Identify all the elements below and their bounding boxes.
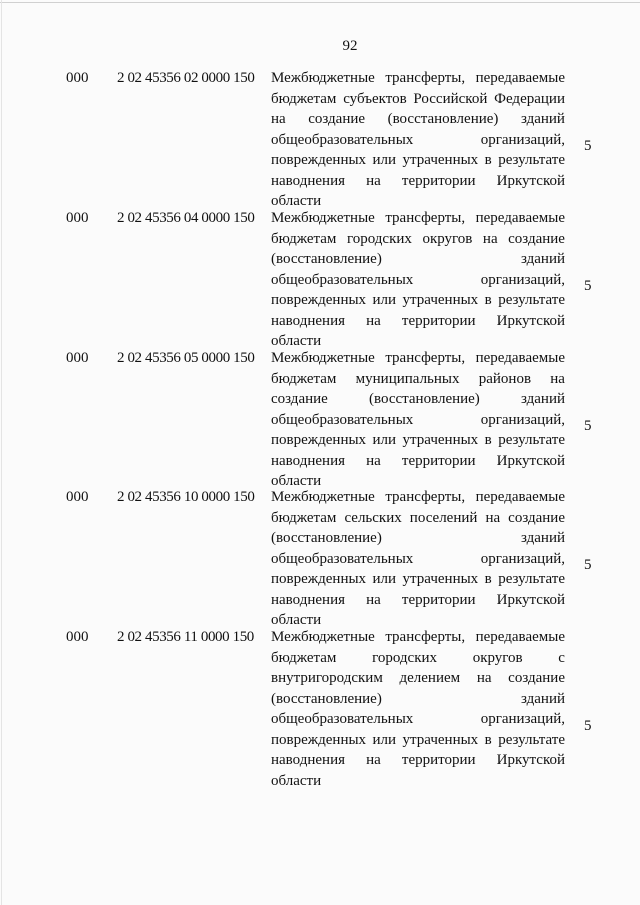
top-border-line — [0, 2, 640, 3]
description-word: в — [484, 292, 492, 308]
budget-classification-code: 2 02 45356 02 0000 150 — [117, 70, 255, 86]
description-word: Федерации — [494, 90, 565, 107]
description-word: на — [366, 172, 381, 189]
description-word: Российской — [413, 90, 488, 107]
description-word: Иркутской — [496, 172, 565, 189]
description-word: общеобразовательных — [271, 711, 414, 727]
income-description — [271, 348, 565, 492]
description-word: зданий — [520, 251, 565, 267]
description-line — [271, 487, 565, 508]
description-line — [271, 709, 565, 730]
description-line — [271, 528, 565, 549]
description-word: создание — [508, 230, 565, 247]
description-word: трансферты, — [385, 350, 466, 366]
description-word: передаваемые — [475, 210, 565, 226]
description-line — [271, 150, 565, 171]
description-word: общеобразовательных — [271, 411, 414, 428]
description-line — [271, 389, 565, 410]
description-line — [271, 290, 565, 311]
description-line — [271, 430, 565, 451]
description-word: бюджетам — [271, 90, 337, 107]
description-word: территории — [401, 172, 476, 189]
description-word: зданий — [520, 690, 565, 707]
description-word: организаций, — [480, 131, 565, 148]
description-line — [271, 590, 565, 611]
description-word: наводнения — [271, 172, 346, 189]
description-word: поселений — [409, 509, 478, 526]
description-line — [271, 508, 565, 529]
description-word: передаваемые — [475, 350, 565, 366]
description-word: организаций, — [480, 271, 565, 288]
description-word: на — [482, 230, 498, 247]
description-word: Иркутской — [496, 452, 565, 469]
admin-code: 000 — [66, 489, 89, 505]
description-word: (восстановление) — [271, 251, 382, 267]
description-word: области — [271, 772, 322, 789]
description-line — [271, 249, 565, 270]
budget-classification-code: 2 02 45356 10 0000 150 — [117, 489, 255, 505]
description-line — [271, 68, 565, 89]
description-word: или — [372, 571, 397, 587]
description-word: в — [484, 731, 492, 748]
budget-classification-code: 2 02 45356 05 0000 150 — [117, 350, 255, 366]
description-word: сельских — [344, 509, 402, 526]
description-word: утраченных — [402, 571, 479, 587]
description-word: городских — [346, 230, 412, 247]
description-word: результате — [498, 432, 565, 448]
description-word: наводнения — [271, 591, 346, 608]
description-word: бюджетам — [271, 509, 337, 526]
description-line — [271, 208, 565, 229]
description-word: на — [366, 452, 381, 469]
description-word: области — [271, 473, 322, 489]
description-line — [271, 311, 565, 332]
description-line — [271, 410, 565, 431]
description-word: внутригородским — [271, 670, 383, 686]
description-word: на — [366, 312, 381, 329]
amount-value: 5 — [584, 278, 592, 294]
income-description — [271, 68, 565, 212]
income-description — [271, 627, 565, 791]
income-description — [271, 208, 565, 352]
description-line — [271, 668, 565, 689]
amount-value: 5 — [584, 557, 592, 573]
description-word: субъектов — [343, 90, 407, 107]
description-line — [271, 130, 565, 151]
description-word: на — [485, 509, 501, 526]
description-word: области — [271, 193, 322, 209]
page-number: 92 — [342, 38, 358, 54]
description-word: поврежденных — [271, 432, 367, 448]
description-word: в — [484, 152, 492, 168]
description-word: поврежденных — [271, 731, 367, 748]
description-word: трансферты, — [385, 489, 466, 505]
description-word: результате — [498, 731, 565, 748]
description-line — [271, 750, 565, 771]
description-word: или — [372, 292, 397, 308]
description-word: зданий — [520, 391, 565, 407]
description-word: организаций, — [480, 711, 565, 727]
description-word: Межбюджетные — [271, 210, 375, 226]
description-line — [271, 549, 565, 570]
description-word: трансферты, — [385, 210, 466, 226]
description-word: территории — [401, 312, 476, 329]
description-word: Межбюджетные — [271, 629, 375, 645]
description-word: бюджетам — [271, 649, 337, 666]
description-word: поврежденных — [271, 571, 367, 587]
description-word: общеобразовательных — [271, 550, 414, 567]
description-word: территории — [401, 591, 476, 608]
description-word: районов — [478, 370, 532, 387]
description-word: организаций, — [480, 550, 565, 567]
description-word: создание — [271, 391, 328, 407]
description-line — [271, 569, 565, 590]
description-word: Межбюджетные — [271, 70, 375, 86]
amount-value: 5 — [584, 418, 592, 434]
description-word: делением — [399, 670, 461, 686]
description-word: создание — [308, 111, 366, 127]
description-line — [271, 270, 565, 291]
description-word: или — [372, 432, 397, 448]
amount-value: 5 — [584, 138, 592, 154]
description-word: передаваемые — [475, 489, 565, 505]
description-word: области — [271, 333, 322, 349]
description-word: результате — [498, 292, 565, 308]
description-word: наводнения — [271, 452, 346, 469]
amount-value: 5 — [584, 717, 592, 734]
description-line — [271, 689, 565, 710]
description-word: поврежденных — [271, 292, 367, 308]
description-word: организаций, — [480, 411, 565, 428]
description-word: зданий — [520, 530, 565, 546]
description-line — [271, 648, 565, 669]
description-word: трансферты, — [385, 629, 466, 645]
description-word: в — [484, 432, 492, 448]
description-line — [271, 369, 565, 390]
description-word: Иркутской — [496, 752, 565, 768]
description-word: наводнения — [271, 312, 346, 329]
description-word: создание — [508, 509, 565, 526]
description-line — [271, 109, 565, 130]
description-word: Межбюджетные — [271, 350, 375, 366]
description-word: передаваемые — [475, 70, 565, 86]
description-word: Межбюджетные — [271, 489, 375, 505]
description-word: на — [366, 752, 381, 768]
description-word: городских — [372, 649, 438, 666]
description-word: (восстановление) — [387, 111, 499, 127]
description-word: результате — [498, 571, 565, 587]
description-word: на — [366, 591, 381, 608]
description-word: области — [271, 612, 322, 628]
description-word: территории — [401, 752, 476, 768]
description-word: создание — [508, 670, 565, 686]
description-word: общеобразовательных — [271, 271, 414, 288]
description-line — [271, 171, 565, 192]
description-word: наводнения — [271, 752, 346, 768]
description-word: утраченных — [402, 292, 479, 308]
admin-code: 000 — [66, 629, 89, 645]
budget-classification-code: 2 02 45356 11 0000 150 — [117, 629, 254, 645]
description-word: Иркутской — [496, 312, 565, 329]
description-word: округов — [472, 649, 523, 666]
admin-code: 000 — [66, 350, 89, 366]
description-line — [271, 89, 565, 110]
description-word: (восстановление) — [368, 391, 480, 407]
budget-classification-code: 2 02 45356 04 0000 150 — [117, 210, 255, 226]
description-word: общеобразовательных — [271, 131, 414, 148]
description-word: результате — [498, 152, 565, 168]
admin-code: 000 — [66, 210, 89, 226]
description-word: бюджетам — [271, 230, 337, 247]
description-line — [271, 771, 565, 792]
description-word: бюджетам — [271, 370, 337, 387]
description-word: на — [550, 370, 565, 387]
description-word: Иркутской — [496, 591, 565, 608]
description-word: округов — [422, 230, 473, 247]
description-line — [271, 229, 565, 250]
description-word: или — [372, 152, 397, 168]
description-line — [271, 451, 565, 472]
description-word: (восстановление) — [271, 690, 382, 707]
description-line — [271, 627, 565, 648]
description-word: на — [271, 111, 286, 127]
description-word: трансферты, — [385, 70, 466, 86]
description-word: утраченных — [402, 152, 479, 168]
description-word: на — [476, 670, 492, 686]
description-word: в — [484, 571, 492, 587]
description-word: утраченных — [402, 731, 479, 748]
description-word: передаваемые — [475, 629, 565, 645]
admin-code: 000 — [66, 70, 89, 86]
description-word: территории — [401, 452, 476, 469]
description-word: (восстановление) — [271, 530, 382, 546]
description-line — [271, 730, 565, 751]
income-description — [271, 487, 565, 631]
description-word: зданий — [520, 111, 565, 127]
left-edge-line — [1, 0, 2, 905]
description-word: утраченных — [402, 432, 479, 448]
description-word: поврежденных — [271, 152, 367, 168]
description-word: муниципальных — [355, 370, 460, 387]
description-word: или — [372, 731, 397, 748]
description-word: с — [558, 649, 565, 666]
description-line — [271, 348, 565, 369]
